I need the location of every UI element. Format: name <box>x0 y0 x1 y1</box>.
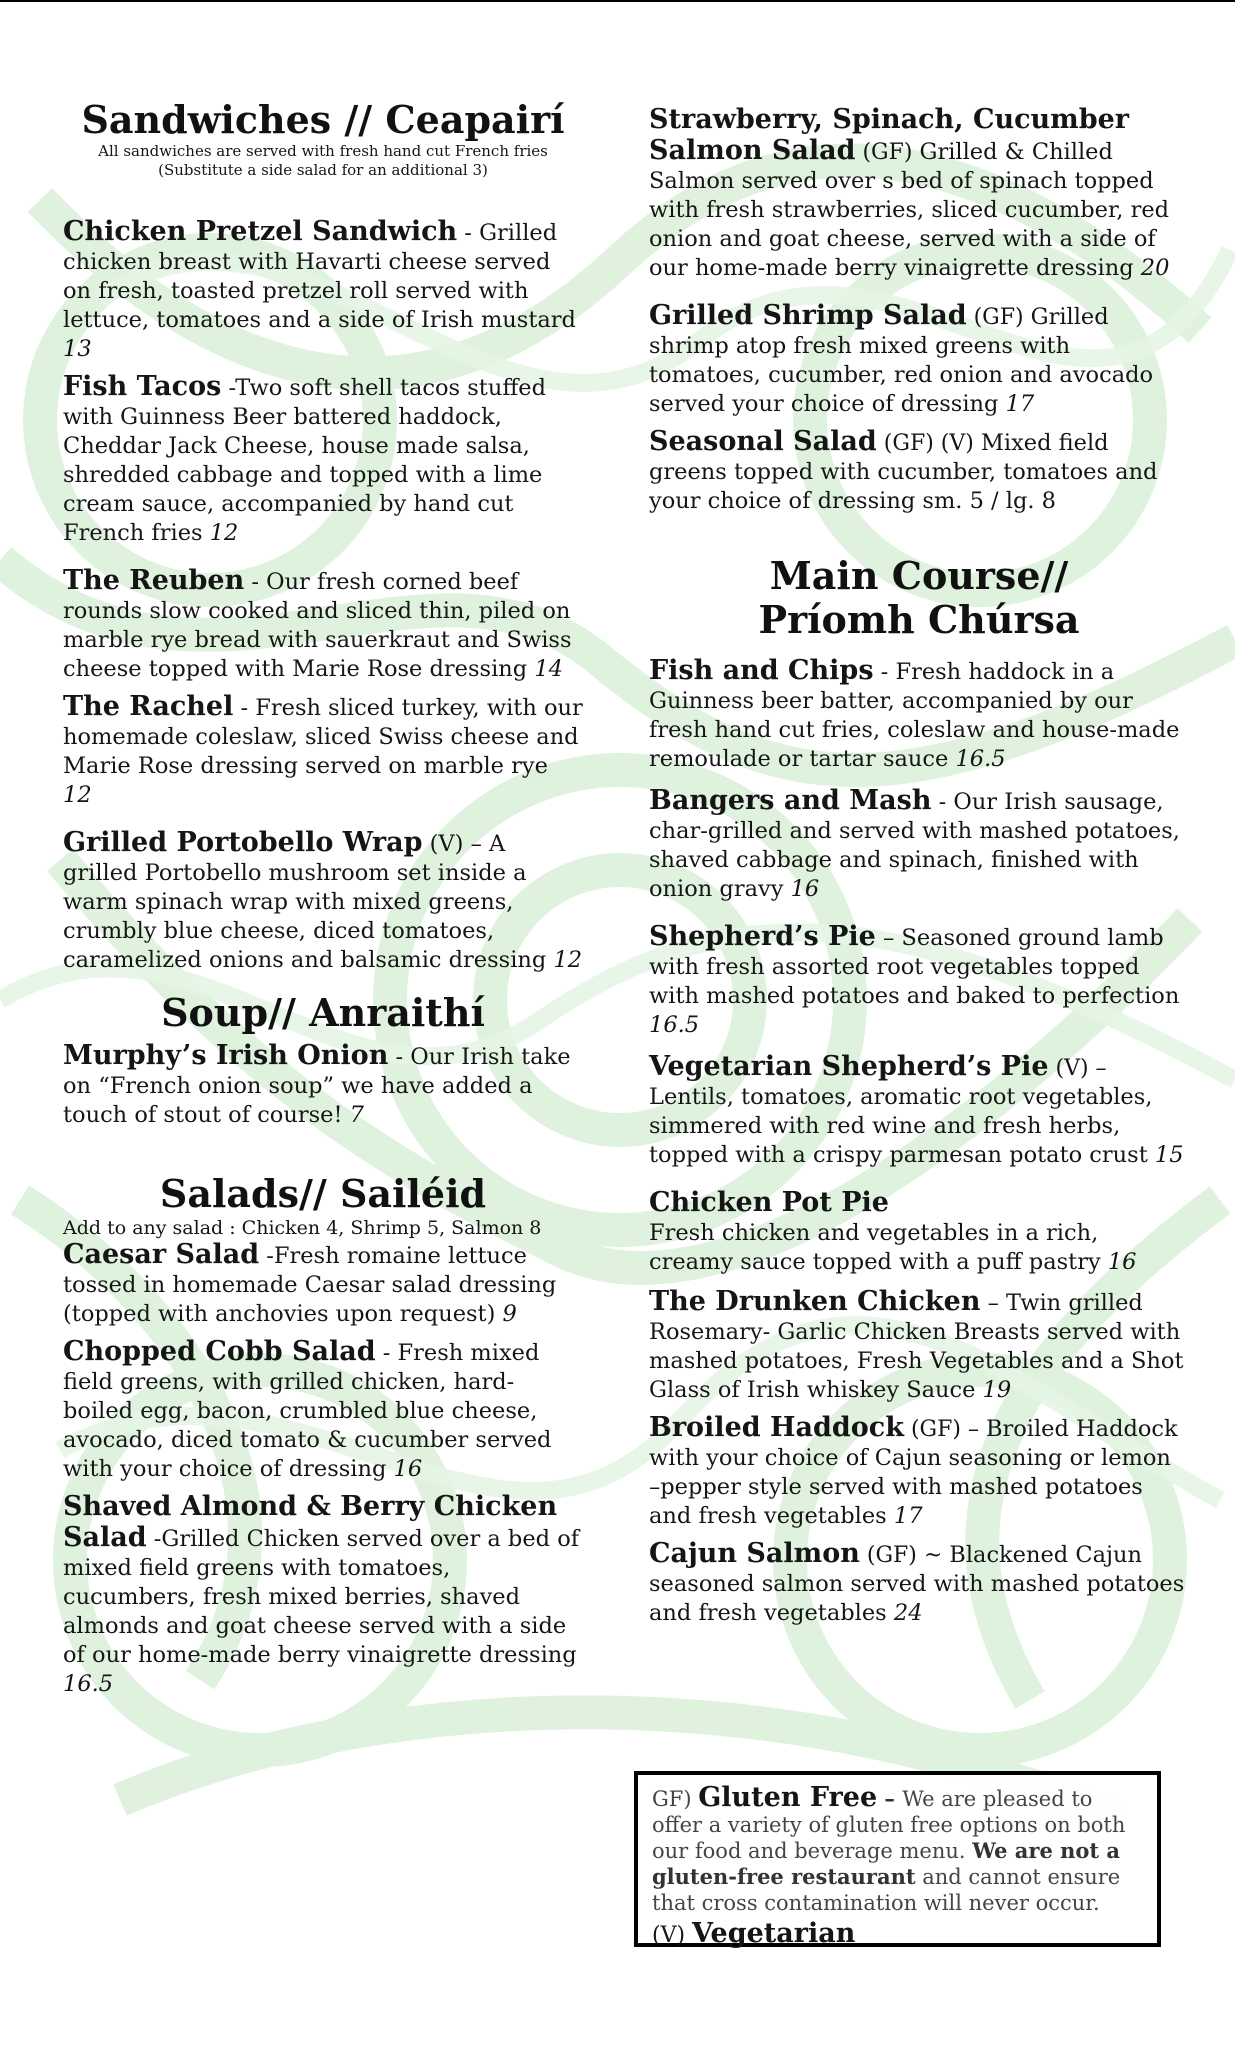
sandwiches-substitute-note: (Substitute a side salad for an additional 3) <box>158 161 488 179</box>
menu-item <box>63 217 583 364</box>
item-price: 13 <box>63 336 92 362</box>
item-tags: (GF) – <box>903 1417 986 1442</box>
item-price: 16 <box>790 876 820 902</box>
menu-item <box>63 1041 583 1130</box>
item-price: 7 <box>349 1102 364 1128</box>
menu-item <box>649 1052 1189 1170</box>
item-separator: - <box>146 1526 162 1552</box>
sandwiches-title: Sandwiches // Ceapairí <box>81 97 565 142</box>
gf-prefix: GF) <box>652 1787 699 1811</box>
main-course-header <box>649 554 1189 642</box>
vegetarian-legend <box>652 1918 1145 1952</box>
item-name: Fish Tacos <box>63 371 222 402</box>
item-price: 9 <box>502 1301 517 1327</box>
item-separator: - <box>259 1243 274 1269</box>
item-description: Lentils, tomatoes, aromatic root vegetables, simmered with red wine and fresh herbs, topped with a crispy parmesan potato crust <box>649 1084 1153 1168</box>
menu-item <box>63 692 583 810</box>
item-price: 12 <box>553 947 583 973</box>
menu-item <box>649 105 1189 283</box>
sandwiches-note: All sandwiches are served with fresh hand cut French fries <box>98 142 548 160</box>
item-description: Our Irish take on “French onion soup” we have added a touch of stout of course! <box>63 1044 571 1128</box>
item-name: The Drunken Chicken <box>649 1286 981 1317</box>
item-description: Mixed field greens topped with cucumber, tomatoes and your choice of dressing sm. 5 / lg. 8 <box>649 430 1158 514</box>
menu-item <box>649 922 1189 1040</box>
item-price: 12 <box>209 520 239 546</box>
gf-dash: – <box>877 1786 903 1811</box>
menu-item <box>649 1539 1189 1628</box>
item-price: 16.5 <box>63 1671 114 1697</box>
gf-text-end: and cannot ensure that cross contamination will never occur. <box>652 1865 1121 1915</box>
item-name: Murphy’s Irish Onion <box>63 1040 389 1071</box>
item-separator: - <box>244 569 267 595</box>
v-label: Vegetarian <box>692 1918 856 1949</box>
item-tags: (GF) <box>855 140 920 165</box>
item-name: Vegetarian Shepherd’s Pie <box>649 1051 1049 1082</box>
salads-header <box>63 1172 583 1216</box>
gf-text: We are pleased to offer a variety of gluten free options on both our food and beverage menu. <box>652 1787 1126 1863</box>
item-price: 16 <box>1107 1249 1137 1275</box>
item-price: 16.5 <box>649 1012 700 1038</box>
item-separator: – <box>980 1290 1007 1316</box>
item-tags: (GF) ~ <box>859 1543 950 1568</box>
menu-item <box>649 1287 1189 1405</box>
item-separator: - <box>221 375 236 401</box>
item-description: Seasoned ground lamb with fresh assorted root vegetables topped with mashed potatoes and baked to perfection <box>649 925 1180 1009</box>
menu-item <box>649 786 1189 904</box>
item-description: A grilled Portobello mushroom set inside a warm spinach wrap with mixed greens, crumbly blue cheese, diced tomatoes, caramelized onions and balsamic dressing <box>63 831 547 973</box>
salads-title: Salads// Sailéid <box>159 1171 487 1216</box>
item-name: Fish and Chips <box>649 655 874 686</box>
item-separator: - <box>457 220 480 246</box>
item-name: Bangers and Mash <box>649 785 932 816</box>
item-description: Our Irish sausage, char-grilled and served with mashed potatoes, shaved cabbage and spinach, finished with onion gravy <box>649 789 1180 902</box>
item-tags: (GF) <box>966 305 1031 330</box>
item-description: Fresh haddock in a Guinness beer batter, accompanied by our fresh hand cut fries, coleslaw and house-made remoulade or tartar sauce <box>649 659 1180 772</box>
menu-item <box>649 1188 1189 1277</box>
item-separator: - <box>873 659 896 685</box>
item-description: Grilled chicken breast with Havarti cheese served on fresh, toasted pretzel roll served with lettuce, tomatoes and a side of Irish mustard <box>63 220 576 333</box>
item-description: Two soft shell tacos stuffed with Guinness Beer battered haddock, Cheddar Jack Cheese, house made salsa, shredded cabbage and topped with a lime cream sauce, accompanied by hand cut French fries <box>63 375 547 546</box>
item-name: The Rachel <box>63 691 234 722</box>
item-name: Shaved Almond & Berry Chicken Salad <box>63 1491 558 1553</box>
right-column <box>649 105 1189 1628</box>
menu-item <box>63 566 583 684</box>
menu-item <box>63 828 583 975</box>
item-price: 15 <box>1154 1142 1184 1168</box>
item-description: Grilled shrimp atop fresh mixed greens with tomatoes, cucumber, red onion and avocado served your choice of dressing <box>649 304 1154 417</box>
item-separator: - <box>375 1340 398 1366</box>
item-name: Caesar Salad <box>63 1239 260 1270</box>
salads-addon-note: Add to any salad : Chicken 4, Shrimp 5, Salmon 8 <box>63 1217 542 1239</box>
menu-item <box>649 427 1189 516</box>
item-name: Strawberry, Spinach, Cucumber Salmon Salad <box>649 104 1130 166</box>
item-name: Grilled Portobello Wrap <box>63 827 423 858</box>
item-price: 16 <box>393 1456 423 1482</box>
item-description: Fresh romaine lettuce tossed in homemade Caesar salad dressing (topped with anchovies upon request) <box>63 1243 557 1327</box>
item-tags: (V) – <box>1048 1056 1107 1081</box>
item-price: 12 <box>63 782 92 808</box>
item-name: Grilled Shrimp Salad <box>649 300 967 331</box>
item-price: 20 <box>1140 255 1170 281</box>
item-separator: - <box>233 695 256 721</box>
menu-item <box>63 1492 583 1699</box>
item-name: Chicken Pretzel Sandwich <box>63 216 458 247</box>
item-name: Broiled Haddock <box>649 1412 904 1443</box>
dietary-legend-box <box>634 1771 1161 1947</box>
gluten-free-legend <box>652 1782 1145 1916</box>
soup-header <box>63 991 583 1035</box>
item-price: 16.5 <box>955 746 1006 772</box>
item-name: Chopped Cobb Salad <box>63 1336 376 1367</box>
item-price: 14 <box>534 656 563 682</box>
menu-item <box>649 1413 1189 1531</box>
menu-item <box>63 1240 583 1329</box>
item-description: Our fresh corned beef rounds slow cooked and sliced thin, piled on marble rye bread with sauerkraut and Swiss cheese topped with Marie Rose dressing <box>63 569 572 682</box>
sandwiches-header <box>63 98 583 180</box>
item-name: Chicken Pot Pie <box>649 1187 889 1218</box>
item-description: Fresh sliced turkey, with our homemade coleslaw, sliced Swiss cheese and Marie Rose dressing served on marble rye <box>63 695 583 779</box>
main-course-title: Main Course// <box>769 553 1069 598</box>
menu-item <box>649 656 1189 774</box>
item-description: Broiled Haddock with your choice of Cajun seasoning or lemon –pepper style served with mashed potatoes and fresh vegetables <box>649 1416 1178 1529</box>
item-name: Shepherd’s Pie <box>649 921 876 952</box>
item-name: Seasonal Salad <box>649 426 877 457</box>
item-price: 19 <box>982 1377 1012 1403</box>
item-description: Twin grilled Rosemary- Garlic Chicken Breasts served with mashed potatoes, Fresh Vegetables and a Shot Glass of Irish whiskey Sauce <box>649 1290 1184 1403</box>
item-description: Grilled & Chilled Salmon served over s bed of spinach topped with fresh strawberries, sliced cucumber, red onion and goat cheese, served with a side of our home-made berry vinaigrette dressing <box>649 139 1170 281</box>
item-separator: (V) – <box>422 831 490 857</box>
item-price: 17 <box>1005 391 1035 417</box>
menu-item <box>63 1337 583 1484</box>
item-separator: - <box>388 1044 411 1070</box>
left-column <box>63 98 583 1699</box>
v-prefix: (V) <box>652 1923 693 1948</box>
item-price: 24 <box>893 1600 923 1626</box>
item-description: Fresh mixed field greens, with grilled chicken, hard-boiled egg, bacon, crumbled blue cheese, avocado, diced tomato & cucumber served with your choice of dressing <box>63 1340 552 1482</box>
gf-label: Gluten Free <box>698 1782 878 1813</box>
item-description: Grilled Chicken served over a bed of mixed field greens with tomatoes, cucumbers, fresh mixed berries, shaved almonds and goat cheese served with a side of our home-made berry vinaigrette dressing <box>63 1526 580 1668</box>
item-name: The Reuben <box>63 565 245 596</box>
menu-item <box>63 372 583 548</box>
menu-item <box>649 301 1189 419</box>
item-description: Blackened Cajun seasoned salmon served with mashed potatoes and fresh vegetables <box>649 1542 1185 1626</box>
gf-warning: We are not a gluten-free restaurant <box>652 1838 1121 1889</box>
item-tags: (GF) (V) <box>876 431 981 456</box>
main-course-title-irish: Príomh Chúrsa <box>758 597 1080 642</box>
item-separator: - <box>931 789 954 815</box>
item-name: Cajun Salmon <box>649 1538 860 1569</box>
item-separator: – <box>875 925 902 951</box>
item-description: Fresh chicken and vegetables in a rich, creamy sauce topped with a puff pastry <box>649 1220 1101 1275</box>
soup-title: Soup// Anraithí <box>161 990 485 1035</box>
item-price: 17 <box>893 1503 923 1529</box>
